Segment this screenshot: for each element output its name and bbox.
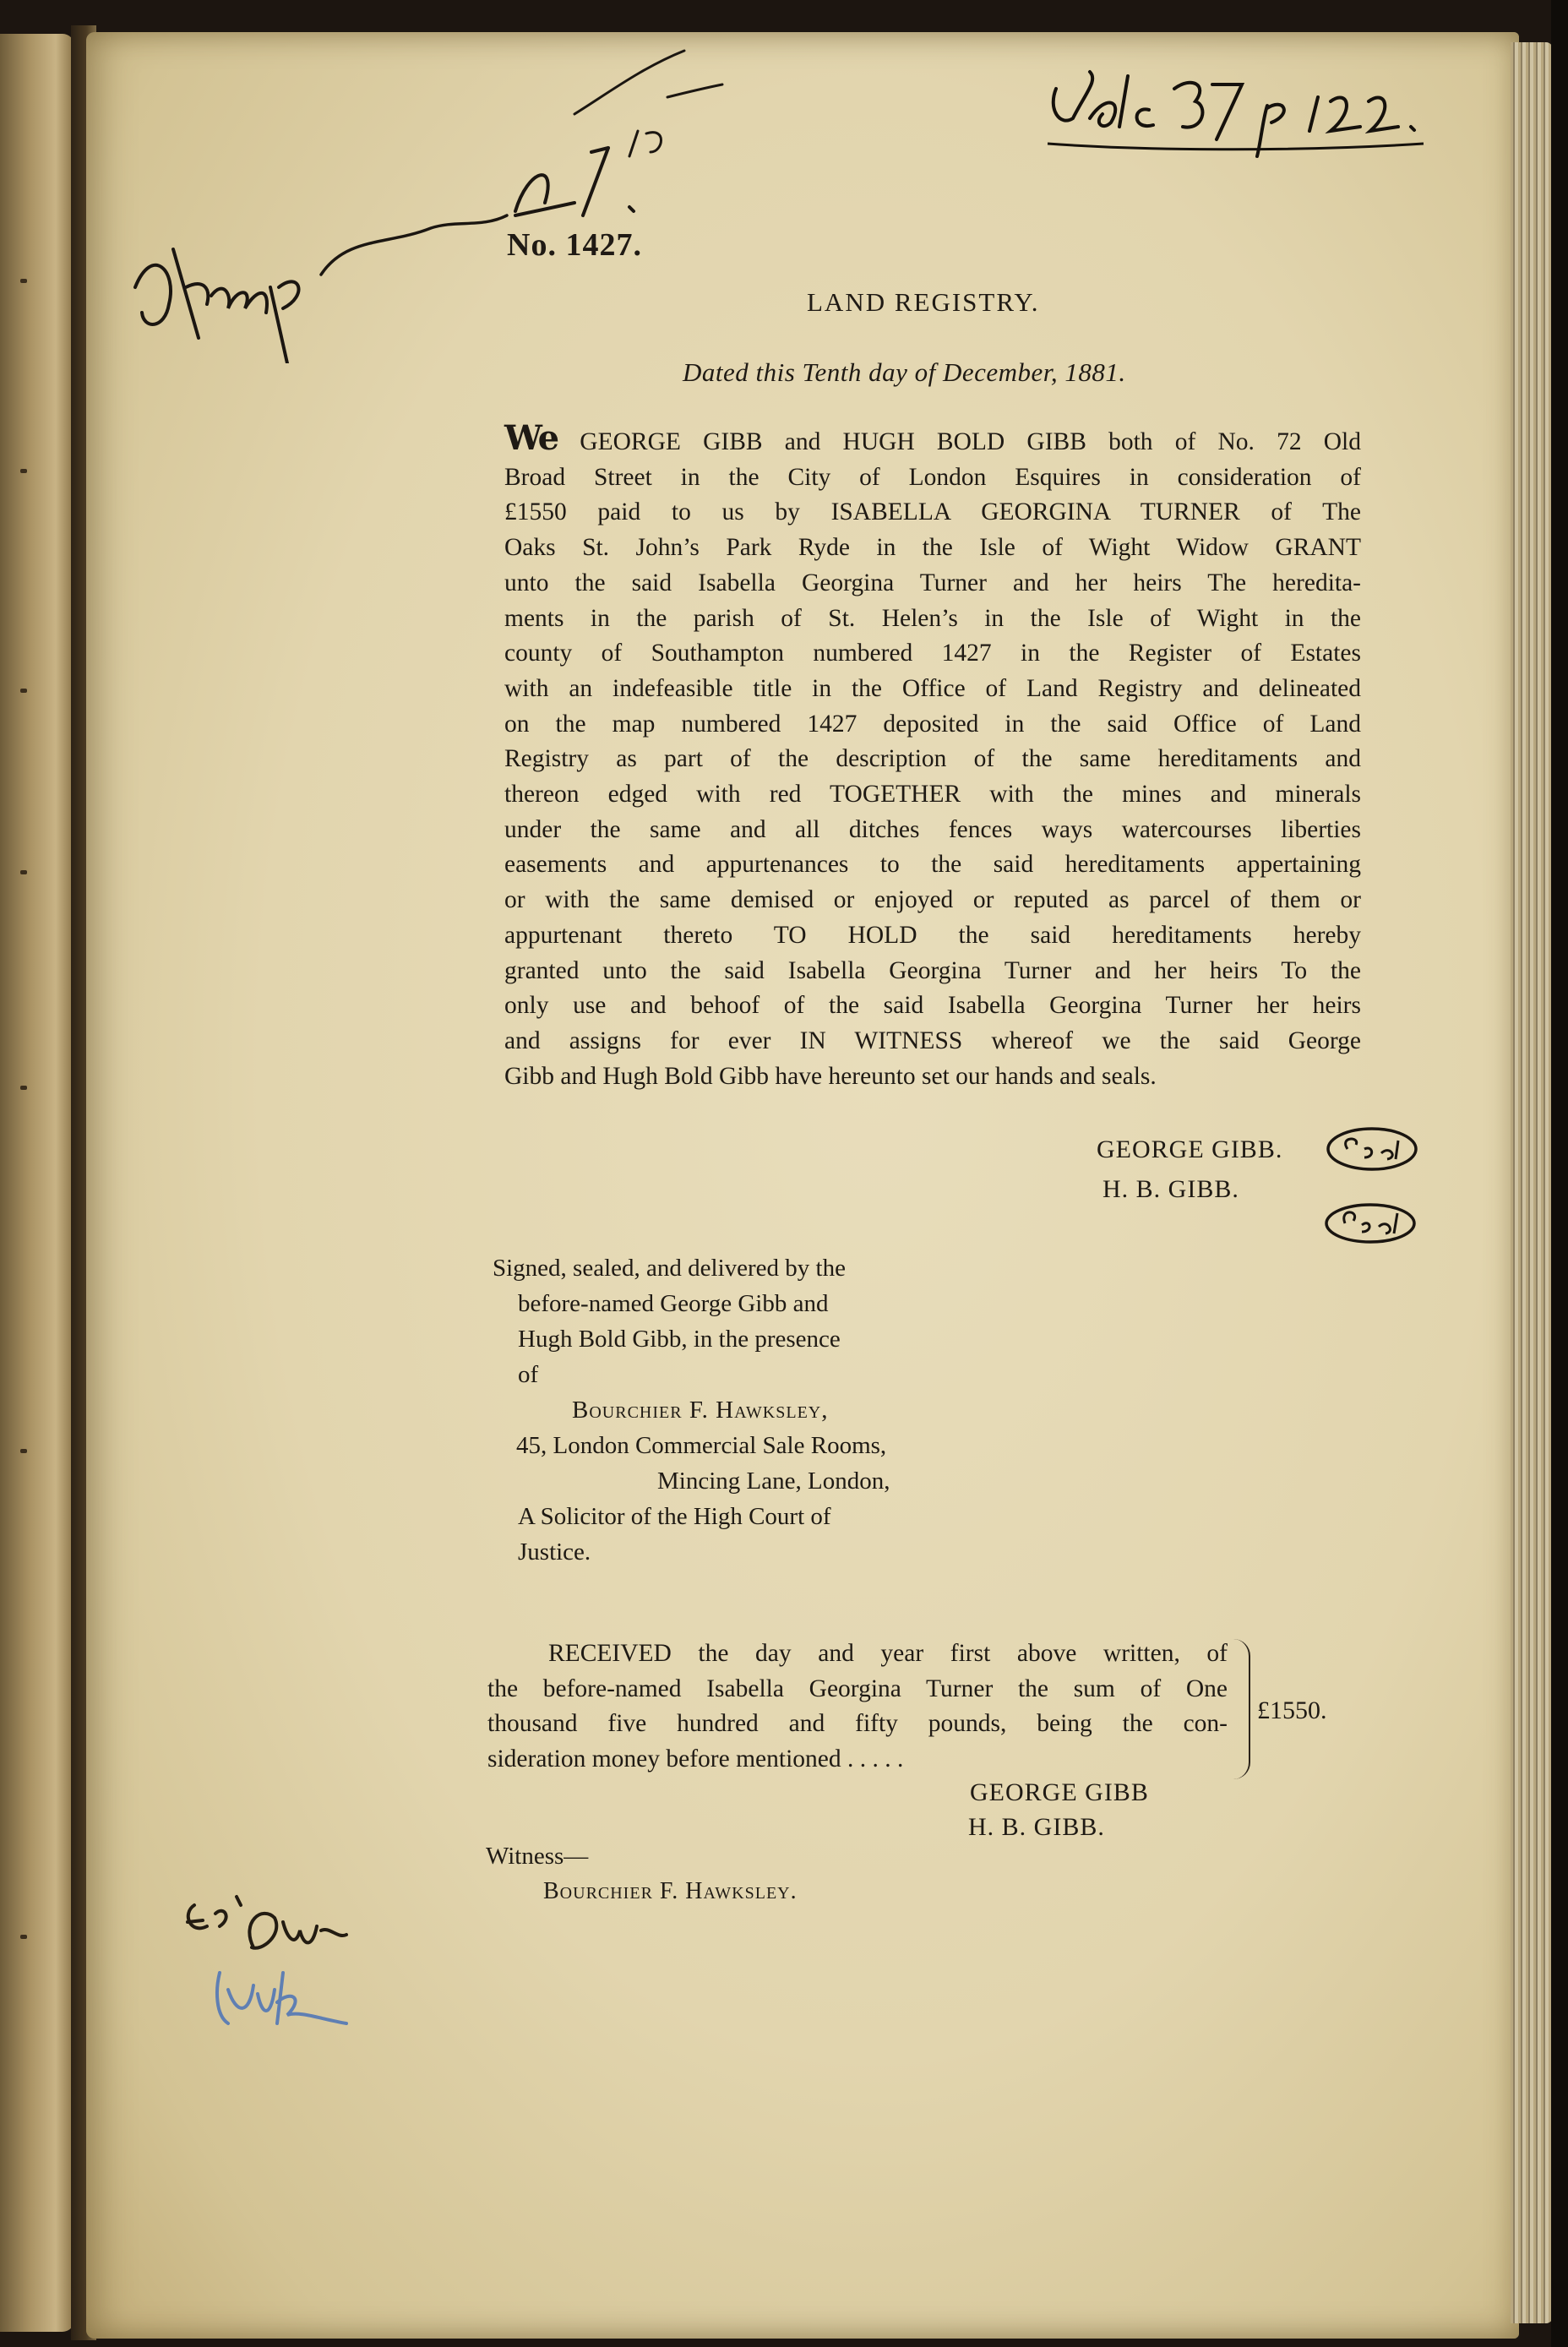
deed-line: on the map numbered 1427 deposited in the said Office of Land <box>504 710 1361 738</box>
margin-mark <box>20 689 27 693</box>
deed-body <box>504 418 1361 1094</box>
attestation-line: before-named George Gibb and <box>518 1290 829 1317</box>
receipt-line: RECEIVED the day and year first above written, of <box>548 1640 1228 1667</box>
page-stack-edge <box>1511 42 1553 2323</box>
receipt-line: the before-named Isabella Georgina Turner the sum of One <box>487 1674 1228 1702</box>
deed-line: Broad Street in the City of London Esquires in consideration of <box>504 463 1361 491</box>
attestation-clause <box>493 1250 949 1570</box>
margin-mark <box>20 1449 27 1453</box>
signatory-george-gibb: GEORGE GIBB. <box>1097 1135 1283 1163</box>
receipt-line: sideration money before mentioned . . . . . <box>487 1745 904 1773</box>
margin-mark <box>20 1086 27 1090</box>
witness-name-line: Bourchier F. Hawksley, <box>572 1397 829 1424</box>
deed-line: easements and appurtenances to the said hereditaments appertaining <box>504 851 1361 879</box>
handwritten-volume-reference <box>1039 59 1428 161</box>
handwritten-stamp-note <box>118 34 727 363</box>
seal-mark <box>1318 1124 1436 1250</box>
receipt-signatory-george-gibb: GEORGE GIBB <box>970 1778 1149 1806</box>
attestation-line: 45, London Commercial Sale Rooms, <box>516 1432 887 1459</box>
deed-line: county of Southampton numbered 1427 in the Register of Estates <box>504 640 1361 667</box>
deed-line: Gibb and Hugh Bold Gibb have hereunto set our hands and seals. <box>504 1062 1157 1090</box>
attestation-line: Justice. <box>518 1538 591 1566</box>
margin-mark <box>20 870 27 874</box>
deed-line: ments in the parish of St. Helen’s in the Isle of Wight in the <box>504 604 1361 632</box>
receipt-amount: £1550. <box>1257 1696 1327 1724</box>
deed-line: GEORGE GIBB and HUGH BOLD GIBB both of No. 72 Old <box>558 428 1361 455</box>
deed-line: £1550 paid to us by ISABELLA GEORGINA TURNER of The <box>504 498 1361 526</box>
receipt-brace <box>1232 1639 1250 1779</box>
attestation-line: Signed, sealed, and delivered by the <box>493 1255 846 1282</box>
attestation-line: Hugh Bold Gibb, in the presence <box>518 1326 841 1353</box>
document-title: LAND REGISTRY. <box>807 287 1040 317</box>
ornamental-initial: We <box>504 418 558 458</box>
attestation-line: Mincing Lane, London, <box>657 1468 890 1495</box>
handwritten-initials <box>177 1888 380 2049</box>
deed-line: granted unto the said Isabella Georgina Turner and her heirs To the <box>504 956 1361 984</box>
deed-line: only use and behoof of the said Isabella Georgina Turner her heirs <box>504 992 1361 1020</box>
deed-line: unto the said Isabella Georgina Turner and her heirs The heredita- <box>504 569 1361 596</box>
deed-line: Oaks St. John’s Park Ryde in the Isle of Wight Widow GRANT <box>504 534 1361 562</box>
margin-mark <box>20 279 27 283</box>
receipt-line: thousand five hundred and fifty pounds, being the con- <box>487 1710 1228 1738</box>
margin-mark <box>20 469 27 473</box>
deed-line: thereon edged with red TOGETHER with the mines and minerals <box>504 781 1361 809</box>
deed-line: with an indefeasible title in the Office of Land Registry and delineated <box>504 674 1361 702</box>
attestation-line: of <box>518 1361 539 1388</box>
facing-page-edge <box>0 34 74 2332</box>
document-date: Dated this Tenth day of December, 1881. <box>683 357 1126 387</box>
receipt-clause <box>487 1636 1228 1778</box>
deed-line: appurtenant thereto TO HOLD the said hereditaments hereby <box>504 921 1361 949</box>
witness-name: Bourchier F. Hawksley. <box>543 1878 798 1904</box>
deed-line: under the same and all ditches fences ways watercourses liberties <box>504 815 1361 843</box>
witness-label: Witness— <box>486 1843 589 1870</box>
attestation-line: A Solicitor of the High Court of <box>518 1503 831 1530</box>
margin-mark <box>20 1935 27 1939</box>
book-binding <box>1551 0 1568 2347</box>
signatory-hb-gibb: H. B. GIBB. <box>1102 1175 1239 1203</box>
deed-line: or with the same demised or enjoyed or reputed as parcel of them or <box>504 886 1361 914</box>
receipt-signatory-hb-gibb: H. B. GIBB. <box>968 1813 1105 1841</box>
document-number: No. 1427. <box>507 227 642 263</box>
deed-line: and assigns for ever IN WITNESS whereof we the said George <box>504 1026 1361 1054</box>
deed-line: Registry as part of the description of the same hereditaments and <box>504 745 1361 773</box>
